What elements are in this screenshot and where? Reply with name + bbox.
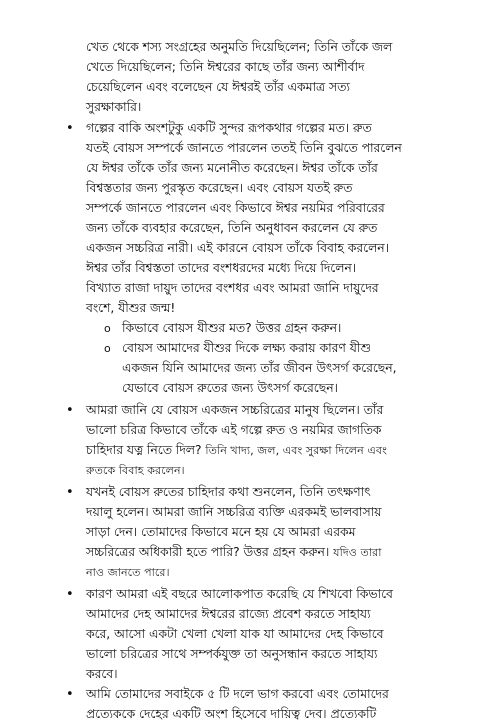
- text-line: করে, আসো একটা খেলা খেলা যাক যা আমাদের দেহ কিভাবে: [86, 627, 384, 641]
- text-line: বিশ্বস্ততার জন্য পুরস্কৃত করেছেন। এবং বোয়স যতই রুত: [86, 181, 353, 195]
- text-line: জন্য তাঁকে ব্যবহার করেছেন, তিনি অনুধাবন করলেন যে রুত: [86, 221, 378, 235]
- text-line: যেভাবে বোয়স রুতের জন্য উৎসর্গ করেছেন।: [122, 381, 338, 395]
- text-line: কিভাবে বোয়স যীশুর মত? উত্তর গ্রহন করুন।: [122, 321, 342, 335]
- text-line: সাড়া দেন। তোমাদের কিভাবে মনে হয় যে আমরা এরকম: [86, 525, 356, 539]
- text-line: [86, 442, 387, 459]
- text-line: যখনই বোয়স রুতের চাহিদার কথা শুনলেন, তিনি তৎক্ষণাৎ: [86, 485, 371, 499]
- text-line: একজন সচ্চরিত্র নারী। এই কারনে বোয়স তাঁকে বিবাহ করলেন।: [86, 241, 389, 255]
- text-line: চেয়েছিলেন এবং বলেছেন যে ঈশ্বরই তাঁর একমাত্র সত্য: [86, 80, 350, 94]
- question-text: সচ্চরিত্রের অধিকারী হতে পারি? উত্তর গ্রহন করুন।: [86, 545, 334, 559]
- sub-bullet-marker: o: [104, 342, 111, 355]
- text-line: ভালো চরিত্র কিভাবে তাঁকে এই গল্পে রুত ও নয়মির জাগতিক: [86, 423, 382, 437]
- text-line: একজন যিনি আমাদের জন্য তাঁর জীবন উৎসর্গ করেছেন,: [122, 361, 397, 375]
- answer-text: রুতকে বিবাহ করলেন।: [86, 464, 185, 477]
- text-line: আমি তোমাদের সবাইকে ৫ টি দলে ভাগ করবো এবং তোমাদের: [86, 687, 389, 701]
- text-line: বিখ্যাত রাজা দায়ুদ তাদের বংশধর এবং আমরা জানি দায়ুদের: [86, 281, 379, 295]
- text-line: দয়ালু হলেন। আমরা জানি সচ্চরিত্র ব্যক্তি এরকমই ভালবাসায়: [86, 505, 382, 519]
- answer-text: নাও জানতে পারে।: [86, 566, 170, 579]
- text-line: করবে।: [86, 667, 118, 681]
- text-line: বংশে, যীশুর জন্ম!: [86, 301, 176, 315]
- bullet-marker: •: [66, 587, 74, 602]
- text-line: ঈশ্বর তাঁর বিশ্বস্ততা তাদের বংশধরদের মধ্যে দিয়ে দিলেন।: [86, 261, 357, 275]
- text-line: বোয়স আমাদের যীশুর দিকে লক্ষ্য করায় কারণ যীশু: [122, 341, 371, 355]
- text-line: খেতে দিয়েছিলেন; তিনি ঈশ্বরের কাছে তাঁর জন্য আশীর্বাদ: [86, 60, 365, 74]
- text-line: যতই বোয়স সম্পর্কে জানতে পারলেন ততই তিনি বুঝতে পারলেন: [86, 141, 402, 155]
- text-line: [86, 544, 382, 561]
- bullet-marker: •: [66, 687, 74, 702]
- sub-bullet-marker: o: [104, 322, 111, 335]
- text-line: সুরক্ষাকারি।: [86, 100, 142, 114]
- text-line: ভালো চরিত্রের সাথে সম্পর্কযুক্ত তা অনুসন্ধান করতে সাহায্য: [86, 647, 378, 661]
- text-line: সম্পর্কে জানতে পারলেন এবং কিভাবে ঈশ্বর নয়মির পরিবারের: [86, 201, 385, 215]
- text-line: গল্পের বাকি অংশটুকু একটি সুন্দর রূপকথার গল্পের মত। রুত: [86, 121, 372, 135]
- text-line: প্রত্যেককে দেহের একটি অংশ হিসেবে দায়িত্ব দেব। প্রত্যেকটি: [86, 707, 377, 721]
- bullet-marker: •: [66, 485, 74, 500]
- bullet-marker: •: [66, 121, 74, 136]
- answer-text: যদিও তারা: [333, 546, 382, 559]
- text-line: আমাদের দেহ আমাদের ঈশ্বরের রাজ্যে প্রবেশ করতে সাহায্য: [86, 607, 371, 621]
- text-line: কারণ আমরা এই বছরে আলোকপাত করেছি যে শিখবো কিভাবে: [86, 587, 393, 601]
- question-text: চাহিদার যত্ন নিতে দিল?: [86, 443, 206, 457]
- text-line: যে ঈশ্বর তাঁকে তাঁর জন্য মনোনীত করেছেন। ঈশ্বর তাঁকে তাঁর: [86, 161, 378, 175]
- answer-text: তিনি খাদ্য, জল, এবং সুরক্ষা দিলেন এবং: [205, 444, 387, 457]
- bullet-marker: •: [66, 403, 74, 418]
- text-line: খেত থেকে শস্য সংগ্রহের অনুমতি দিয়েছিলেন; তিনি তাঁকে জল: [86, 40, 393, 54]
- text-line: আমরা জানি যে বোয়স একজন সচ্চরিত্রের মানুষ ছিলেন। তাঁর: [86, 403, 384, 417]
